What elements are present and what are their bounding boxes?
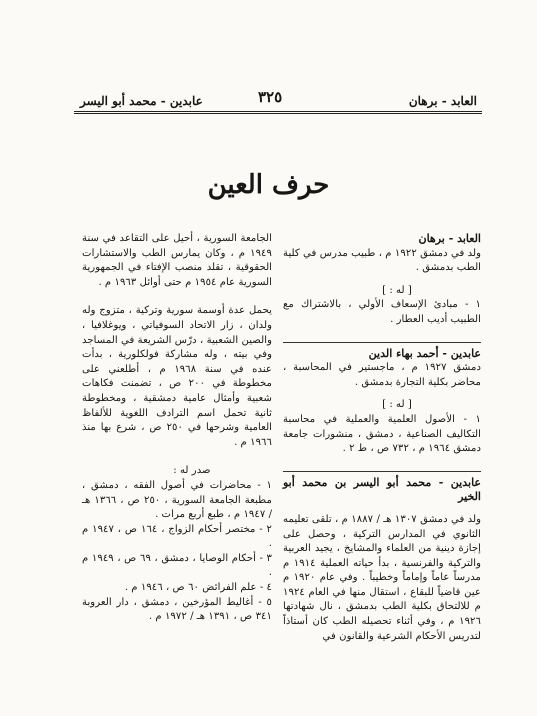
entry-bio: ولد في دمشق ١٣٠٧ هـ / ١٨٨٧ م ، تلقى تعليمه الثانوي في المدارس التركية ، وحصل على إجازة دينية من العلماء والمشايخ ، يجيد العربية والتركية والفرنسية ، بدأ حياته العملية ١٩١٤ م مدرساً عاماً وإماماً وخطيباً . وفي عام ١٩٢٠ م عين قاضياً للبقاع ، استقال منها في العام ١٩٢٤ م للالتحاق بكلية الطب بدمشق ، نال شهادتها ١٩٢٦ م ، وفي أثناء تحصيله الطب كان أستاذاً لتدريس الأحكام الشرعية والقانون في: [283, 513, 482, 642]
works-label: [ له : ]: [382, 284, 412, 296]
work-item: ٣ - أحكام الوصايا ، دمشق ، ٦٩ ص ، ١٩٤٩ م .: [82, 552, 272, 579]
section-title: حرف العين: [207, 170, 330, 200]
paragraph: الجامعة السورية ، أحيل على التقاعد في سنة ١٩٤٩ م ، وكان يمارس الطب والاستشارات الحقوقية ، تقلد منصب الإفتاء في الجمهورية السورية عام ١٩٥٤ م حتى أوائل ١٩٦٣ م .: [82, 233, 272, 288]
header-rule: [74, 111, 482, 112]
entry-bio: دمشق ١٩٢٧ م ، ماجستير في المحاسبة ، محاضر بكلية التجارة بدمشق .: [283, 362, 481, 388]
right-column: [283, 232, 481, 644]
entry-heading: العابد - برهان: [418, 232, 481, 245]
work-item: ١ - مبادئ الإسعاف الأولي ، بالاشتراك مع الطبيب أديب العطار .: [283, 299, 481, 325]
work-item: ٢ - مختصر أحكام الزواج ، ١٦٤ ص ، ١٩٤٧ م .: [82, 523, 272, 550]
page-number: ٣٢٥: [258, 88, 283, 106]
work-item: ١ - محاضرات في أصول الفقه ، دمشق ، مطبعة الجامعة السورية ، ٢٥٠ ص ، ١٣٦٦ هـ / ١٩٤٧ م ، طبع أربع مرات .: [82, 479, 272, 521]
running-header-left: عابدين - محمد أبو اليسر: [80, 94, 203, 108]
left-column: [82, 232, 272, 625]
work-item: ٥ - أغاليط المؤرخين ، دمشق ، دار العروبة ٣٤١ ص ، ١٣٩١ هـ / ١٩٧٢ م .: [82, 596, 272, 623]
entry-bio: ولد في دمشق ١٩٢٢ م ، طبيب مدرس في كلية الطب بدمشق .: [283, 247, 481, 274]
running-header-right: العابد - برهان: [408, 94, 477, 108]
work-item: ١ - الأصول العلمية والعملية في محاسبة التكاليف الصناعية ، دمشق ، منشورات جامعة دمشق ١٩٦٤ م ، ٧٣٢ ص ، ط ٢ .: [283, 413, 481, 455]
work-item: ٤ - علم الفرائض ٦٠ ص ، ١٩٤٦ م .: [124, 582, 272, 594]
works-label: صدر له :: [173, 465, 211, 477]
header-rule-double: [74, 113, 482, 114]
entry-heading: عابدين - أحمد بهاء الدين: [368, 346, 481, 360]
paragraph: يحمل عدة أوسمة سورية وتركية ، متزوج وله ولدان ، زار الاتحاد السوفياتي ، ويوغلافيا ، والصين الشعبية ، درّس الشريعة في المساجد وفي بيته ، وله مشاركة فولكلورية ، بدأت عنده في سنة ١٩٦٨ م ، أطلعني على مخطوطة في ٢٠٠ ص ، تضمنت فكاهات شعبية وأمثال عامية دمشقية ، ومخطوطة ثانية تحمل اسم الترادف اللغوية للألفاظ العامية وشرحها في ٢٥٠ ص ، شرع بها منذ ١٩٦٦ م .: [82, 305, 273, 448]
works-label: [ له : ]: [382, 399, 412, 411]
entry-heading: عابدين - محمد أبو اليسر بن محمد أبو الخير: [283, 475, 481, 504]
